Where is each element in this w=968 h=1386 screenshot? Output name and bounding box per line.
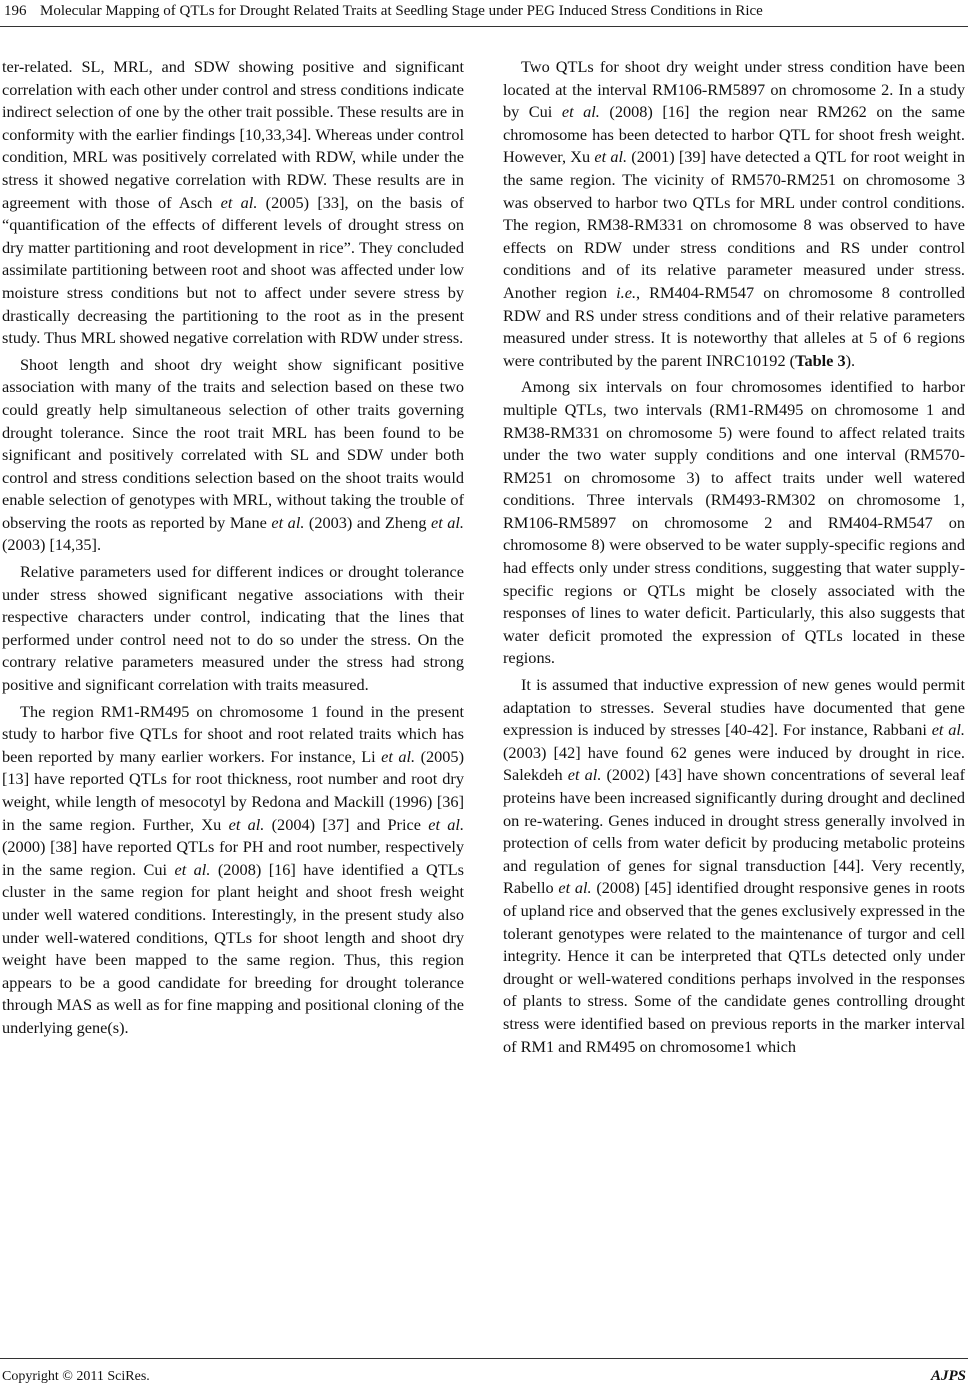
italic-run: et al. bbox=[561, 102, 600, 122]
italic-run: et al. bbox=[567, 765, 602, 785]
italic-run: et al. bbox=[430, 512, 464, 532]
running-title: Molecular Mapping of QTLs for Drought Related Traits at Seedling Stage under PEG Induced Stress Conditions in Rice bbox=[40, 3, 763, 19]
italic-run: et al. bbox=[220, 192, 258, 212]
copyright-notice: Copyright © 2011 SciRes. bbox=[2, 1369, 150, 1384]
text-run: (2008) [16] the region near RM262 on the same chromosome has been detected to harbor QTL for shoot fresh weight. However, Xu bbox=[503, 102, 965, 167]
italic-run: et al. bbox=[558, 878, 592, 898]
text-run: , RM404-RM547 on chromosome 8 controlled RDW and RS under stress conditions and of their relative parameters measured under stress. It is noteworthy that alleles at 5 of 6 regions were contributed by the parent INRC10192 ( bbox=[503, 282, 965, 370]
italic-run: et al. bbox=[271, 512, 305, 532]
paragraph bbox=[2, 701, 464, 1040]
paragraph bbox=[2, 56, 464, 350]
footer-rule bbox=[0, 1358, 968, 1359]
paragraph bbox=[503, 376, 965, 670]
text-run: Relative parameters used for different indices or drought tolerance under stress showed significant negative associations with their respective characters under control, indicating that the lines that performed under control need not to do so under the stress. On the contrary relative parameters measured under the stress had strong positive and significant correlation with traits measured. bbox=[2, 562, 464, 695]
header-rule bbox=[0, 26, 968, 27]
journal-abbreviation: AJPS bbox=[930, 1368, 966, 1384]
text-run: Shoot length and shoot dry weight show significant positive association with many of the traits and selection based on these two could greatly help simultaneous selection of other traits governing drought tolerance. Since the root trait MRL has been found to be significant and positively correlated with SL and SDW under both control and stress conditions selection based on the shoot traits would enable selection of genotypes with MRL, without taking the trouble of observing the roots as reported by Mane bbox=[2, 354, 464, 532]
text-run: (2003) [42] have found 62 genes were induced by drought in rice. Salekdeh bbox=[503, 742, 965, 785]
paragraph bbox=[503, 56, 965, 372]
text-run: The region RM1-RM495 on chromosome 1 found in the present study to harbor five QTLs for shoot and root related traits which has been reported by many earlier workers. For instance, Li bbox=[2, 701, 464, 766]
bold-run: Table 3 bbox=[795, 350, 846, 370]
italic-run: et al. bbox=[428, 814, 465, 834]
text-run: (2008) [16] have identified a QTLs cluster in the same region for plant height and shoot fresh weight under well watered conditions. Interestingly, in the present study also under well-watered conditions, QTLs for shoot length and shoot dry weight have been mapped to the same region. Thus, this region appears to be a good candidate for breeding for drought tolerance through MAS as well as for fine mapping and positional cloning of the underlying gene(s). bbox=[2, 859, 464, 1037]
left-column bbox=[2, 56, 464, 1040]
text-run: It is assumed that inductive expression of new genes would permit adaptation to stresses. Several studies have documented that gene expression is induced by stresses [40-42]. For instance, Rabbani bbox=[503, 675, 965, 740]
text-run: (2004) [37] and Price bbox=[264, 814, 429, 834]
text-run: (2002) [43] have shown concentrations of several leaf proteins have been increased significantly during drought and declined on re-watering. Genes induced in drought stress generally involved in protection of cells from water deficit by producing metabolic proteins and regulation of genes for signal transduction [44]. Very recently, Rabello bbox=[503, 765, 966, 898]
right-column bbox=[503, 56, 965, 1058]
italic-run: et al. bbox=[228, 814, 265, 834]
italic-run: i.e. bbox=[616, 282, 637, 302]
italic-run: et al. bbox=[594, 147, 628, 167]
text-run: ). bbox=[845, 350, 856, 370]
paragraph bbox=[2, 354, 464, 557]
text-run: (2003) [14,35]. bbox=[2, 535, 102, 555]
text-run: Among six intervals on four chromosomes identified to harbor multiple QTLs, two intervals (RM1-RM495 on chromosome 1 and RM38-RM331 on chromosome 5) were found to affect related traits under the two water supply conditions and one interval (RM570-RM251 on chromosome 3) to affect traits under well watered conditions. Three intervals (RM493-RM302 on chromosome 1, RM106-RM5897 on chromosome 2 and RM404-RM547 on chromosome 8) were observed to be water supply-specific regions and had effects only under stress conditions, suggesting that water supply-specific regions or QTLs might be closely associated with the responses of lines to water deficit. Particularly, this also suggests that water deficit promoted the expression of QTLs located in these regions. bbox=[503, 377, 965, 668]
text-run: (2005) [13] have reported QTLs for root thickness, root number and root dry weight, while length of mesocotyl by Redona and Mackill (1996) [36] in the same region. Further, Xu bbox=[2, 746, 464, 834]
page-footer bbox=[0, 1358, 968, 1386]
page-header bbox=[0, 0, 968, 30]
italic-run: et al. bbox=[174, 859, 211, 879]
paragraph bbox=[2, 561, 464, 697]
text-run: (2003) and Zheng bbox=[304, 512, 431, 532]
text-run: Two QTLs for shoot dry weight under stress condition have been located at the interval RM106-RM5897 on chromosome 2. In a study by Cui bbox=[503, 57, 965, 122]
paragraph bbox=[503, 674, 965, 1058]
page-number: 196 bbox=[4, 3, 27, 19]
text-run: (2001) [39] have detected a QTL for root weight in the same region. The vicinity of RM570-RM251 on chromosome 3 was observed to harbor two QTLs for MRL under control conditions. The region, RM38-RM331 on chromosome 8 was observed to have effects on RDW under stress conditions and RS under control conditions and of its relative parameter measured under stress. Another region bbox=[503, 147, 965, 302]
text-run: (2008) [45] identified drought responsive genes in roots of upland rice and observed that the genes exclusively expressed in the tolerant genotypes were related to the maintenance of turgor and cell integrity. Hence it can be interpreted that QTLs detected only under drought or well-watered conditions perhaps involved in the responses of plants to stress. Some of the candidate genes controlling drought stress were identified based on previous reports in the marker interval of RM1 and RM495 on chromosome1 which bbox=[503, 878, 966, 1056]
text-run: (2005) [33], on the basis of “quantification of the effects of different levels of drought stress on dry matter partitioning and root development in rice”. They concluded assimilate partitioning between root and shoot was affected under low moisture stress conditions but not to affect under severe stress by drastically decreasing the partitioning to the root as in the present study. Thus MRL showed negative correlation with RDW under stress. bbox=[2, 192, 464, 348]
text-run: ter-related. SL, MRL, and SDW showing positive and significant correlation with each other under control and stress conditions indicate indirect selection of one by the other trait possible. These results are in conformity with the earlier findings [10,33,34]. Whereas under control condition, MRL was positively correlated with RDW, while under the stress it showed negative correlation with RDW. These results are in agreement with those of Asch bbox=[2, 57, 464, 212]
italic-run: et al. bbox=[381, 746, 416, 766]
text-run: (2000) [38] have reported QTLs for PH and root number, respectively in the same region. Cui bbox=[2, 837, 464, 879]
italic-run: et al. bbox=[931, 720, 965, 740]
